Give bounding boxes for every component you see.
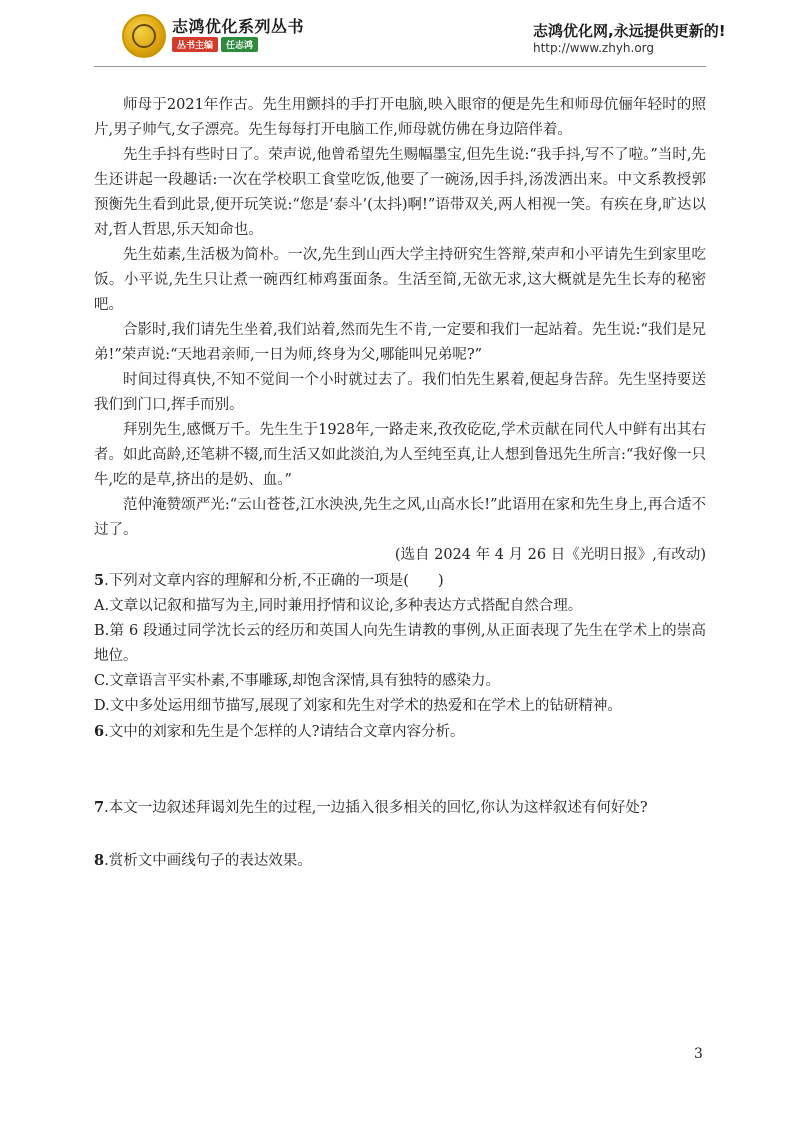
question-8 — [94, 848, 706, 874]
question-text: .下列对文章内容的理解和分析,不正确的一项是( ) — [104, 573, 444, 589]
article-paragraph: 先生茹素,生活极为简朴。一次,先生到山西大学主持研究生答辩,荣声和小平请先生到家里吃饭。小平说,先生只让煮一碗西红柿鸡蛋面条。生活至简,无欲无求,这大概就是先生长寿的秘密吧。 — [94, 247, 706, 313]
editor-label-badge: 丛书主编 — [172, 37, 218, 52]
question-6 — [94, 719, 706, 745]
question-number: 6 — [94, 723, 105, 740]
article-paragraph: 时间过得真快,不知不觉间一个小时就过去了。我们怕先生累着,便起身告辞。先生坚持要送我们到门口,挥手而别。 — [94, 372, 706, 413]
question-7 — [94, 795, 706, 821]
answer-space — [94, 745, 706, 795]
question-text: .文中的刘家和先生是个怎样的人?请结合文章内容分析。 — [104, 724, 465, 740]
site-url-link[interactable]: http://www.zhyh.org — [533, 41, 655, 55]
article-source: (选自 2024 年 4 月 26 日《光明日报》,有改动) — [394, 547, 706, 563]
question-text: .赏析文中画线句子的表达效果。 — [104, 853, 312, 869]
option-a: A.文章以记叙和描写为主,同时兼用抒情和议论,多种表达方式搭配自然合理。 — [94, 598, 583, 614]
option-b: B.第 6 段通过同学沈长云的经历和英国人向先生请教的事例,从正面表现了先生在学术上的崇高地位。 — [94, 623, 706, 664]
series-title: 志鸿优化系列丛书 — [172, 17, 305, 36]
editor-name-badge: 任志鸿 — [221, 37, 258, 52]
page-content — [94, 93, 706, 874]
question-5 — [94, 568, 706, 594]
article-paragraph: 合影时,我们请先生坐着,我们站着,然而先生不肯,一定要和我们一起站着。先生说:“我们是兄弟!”荣声说:“天地君亲师,一日为师,终身为父,哪能叫兄弟呢?” — [94, 322, 706, 363]
article-paragraph: 范仲淹赞颂严光:“云山苍苍,江水泱泱,先生之风,山高水长!”此语用在家和先生身上,再合适不过了。 — [94, 497, 706, 538]
article-paragraph: 师母于2021年作古。先生用颤抖的手打开电脑,映入眼帘的便是先生和师母伉俪年轻时的照片,男子帅气,女子漂亮。先生每每打开电脑工作,师母就仿佛在身边陪伴着。 — [94, 97, 706, 138]
article-paragraph: 拜别先生,感慨万千。先生生于1928年,一路走来,孜孜矻矻,学术贡献在同代人中鲜有出其右者。如此高龄,还笔耕不辍,而生活又如此淡泊,为人至纯至真,让人想到鲁迅先生所言:“我好像一只牛,吃的是草,挤出的是奶、血。” — [94, 422, 706, 488]
question-number: 5 — [94, 572, 105, 589]
article-paragraph: 先生手抖有些时日了。荣声说,他曾希望先生赐幅墨宝,但先生说:“我手抖,写不了啦。”当时,先生还讲起一段趣话:一次在学校职工食堂吃饭,他要了一碗汤,因手抖,汤泼洒出来。中文系教授郭预衡先生看到此景,便开玩笑说:“您是‘泰斗’(太抖)啊!”语带双关,两人相视一笑。有疾在身,旷达以对,哲人哲思,乐天知命也。 — [94, 147, 706, 238]
question-text: .本文一边叙述拜谒刘先生的过程,一边插入很多相关的回忆,你认为这样叙述有何好处? — [104, 800, 648, 816]
page-header — [0, 0, 800, 70]
answer-space — [94, 821, 706, 848]
editor-badges — [172, 37, 258, 52]
header-divider — [94, 66, 706, 67]
question-number: 8 — [94, 852, 105, 869]
question-number: 7 — [94, 799, 105, 816]
page-number: 3 — [694, 1046, 703, 1062]
option-d: D.文中多处运用细节描写,展现了刘家和先生对学术的热爱和在学术上的钻研精神。 — [94, 698, 622, 714]
site-slogan: 志鸿优化网,永远提供更新的! — [533, 22, 726, 40]
publisher-logo-icon — [122, 14, 166, 58]
option-c: C.文章语言平实朴素,不事雕琢,却饱含深情,具有独特的感染力。 — [94, 673, 501, 689]
